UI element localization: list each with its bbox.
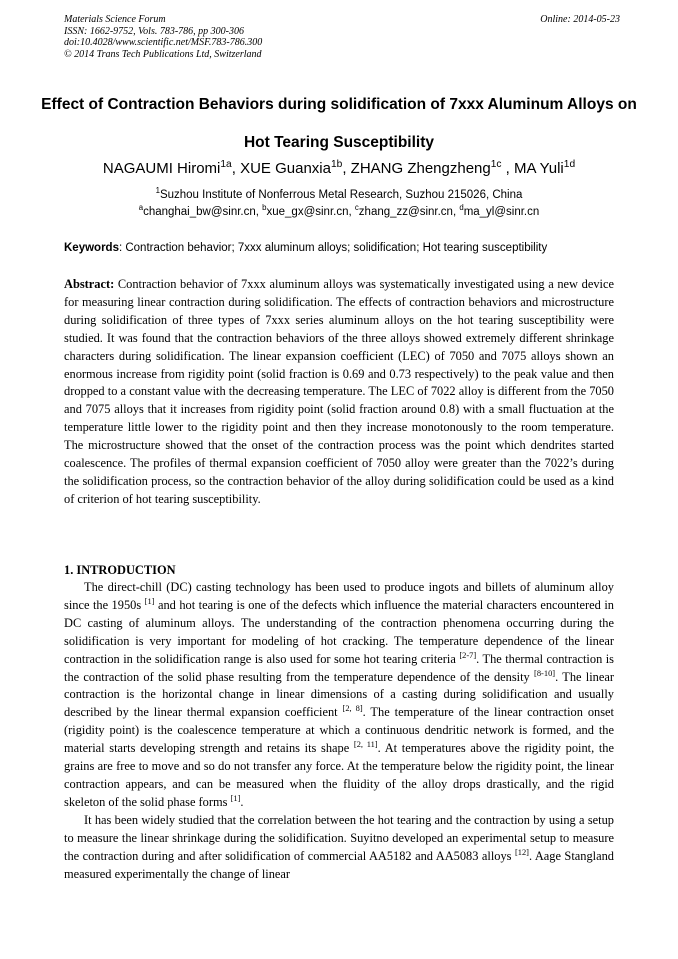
paragraph-text: . (240, 794, 244, 809)
abstract (64, 276, 614, 509)
copyright-line: © 2014 Trans Tech Publications Ltd, Switzerland (64, 48, 262, 60)
paragraph-text: . The temperature of the linear contraction onset (rigidity point) is the coalescence temperature at which a continuous dendritic network is formed, and the material starts developing strength and retains its shape (64, 705, 614, 756)
paragraph-text: . The linear contraction is the horizontal change in linear dimensions of a casting during solidification and usually described by the linear thermal expansion coefficient (64, 669, 614, 720)
introduction-body (64, 579, 614, 883)
author-name: XUE Guanxia (240, 160, 331, 177)
keywords-label: Keywords (64, 242, 119, 254)
citation-ref: [2-7] (459, 649, 477, 660)
paragraph-text: and hot tearing is one of the defects which influence the material characters encountered in DC casting of aluminum alloys. The understanding of the contraction phenomena occurring during the solidification is very important for modeling of hot cracking. The temperature dependence of the linear contraction in the solidification range is also used for some hot tearing criteria (64, 597, 614, 666)
citation-ref: [2, 11] (353, 739, 378, 750)
citation-ref: [8-10] (534, 667, 556, 678)
author-sup: 1c (490, 159, 502, 170)
email-sup: b (262, 203, 267, 213)
keywords (64, 241, 620, 256)
intro-paragraph (64, 579, 614, 812)
paragraph-text: . The thermal contraction is the contraction of the solid phase resulting from the temperature dependence of the density (64, 651, 614, 684)
affiliation-text: Suzhou Institute of Nonferrous Metal Research, Suzhou 215026, China (159, 189, 523, 201)
author-name: MA Yuli (514, 160, 564, 177)
email-address: ma_yl@sinr.cn (463, 206, 540, 218)
doi-line: doi:10.4028/www.scientific.net/MSF.783-786.300 (64, 37, 263, 48)
email-sup: d (459, 203, 464, 213)
affiliation-sup: 1 (155, 186, 160, 196)
paragraph-text: The direct-chill (DC) casting technology has been used to produce ingots and billets of aluminum alloy since the 1950s (64, 580, 614, 612)
paragraph-text: . Aage Stangland measured experimentally the change of linear (64, 848, 614, 881)
author-sup: 1b (330, 159, 343, 170)
email-sup: c (354, 203, 359, 213)
affiliation-line (40, 187, 638, 204)
issn-line: ISSN: 1662-9752, Vols. 783-786, pp 300-306 (64, 25, 244, 37)
author-name: ZHANG Zhengzheng (350, 160, 491, 177)
journal-header (64, 14, 620, 60)
abstract-text: Contraction behavior of 7xxx aluminum alloys was systematically investigated using a new device for measuring linear contraction during solidification. The effects of contraction behaviors and microstructure during solidification of three types of 7xxx series aluminum alloys on the hot tearing susceptibility were studied. It was found that the contraction behaviors of the three alloys showed extremely different shrinkage characters during solidification. The linear expansion coefficient (LEC) of 7050 and 7075 alloys shown an enormous increase from rigidity point (solid fraction is 0.69 and 0.73 respectively) to the peak value and then dropped to a constant value with the decreasing temperature. The LEC of 7022 alloy is different from the 7050 and 7075 alloys that it increases from rigidity point (solid fraction around 0.8) with a small fluctuation at the temperature little lower to the rigidity point and then they increase monotonously to the room temperature. The microstructure showed that the onset of the contraction process was the point which dendrites started coalescence. The profiles of thermal expansion coefficient of 7050 alloy were greater than the 7022’s during the solidification process, so the contraction behavior of the alloy during solidification could be used as a kind of criterion of hot tearing susceptibility. (64, 277, 614, 506)
author-name: NAGAUMI Hiromi (102, 160, 221, 177)
citation-ref: [1] (230, 792, 241, 803)
affiliation-block (40, 187, 638, 221)
author-list (40, 158, 638, 180)
email-address: xue_gx@sinr.cn (266, 206, 349, 218)
citation-ref: [12] (514, 846, 529, 857)
paragraph-text: . At temperatures above the rigidity point, the grains are free to move and so do not transfer any force. At the temperature below the rigidity point, the linear contraction appears, and can be measured when the fluidity of the alloy drops drastically, and the rigid skeleton of the solid phase forms (64, 741, 615, 809)
email-line: $^a$changhai_bw@sinr.cn, $^b$xue_gx@sinr.cn, $^c$zhang_zz@sinr.cn, $^d$ma_yl@sinr.cn (138, 203, 540, 218)
author-separator: , (342, 160, 351, 177)
author-separator: , (231, 160, 241, 177)
email-sup: a (138, 203, 144, 213)
keywords-text: : Contraction behavior; 7xxx aluminum alloys; solidification; Hot tearing susceptibility (118, 242, 548, 254)
email-address: zhang_zz@sinr.cn (358, 206, 453, 218)
abstract-label: Abstract: (64, 277, 115, 291)
paragraph-text: It has been widely studied that the correlation between the hot tearing and the contraction by using a setup to measure the linear shrinkage during the solidification. Suyitno developed an experimental setup to measure the contraction during and after solidification of commercial AA5182 and AA5083 alloys (64, 812, 614, 863)
author-separator: , (501, 160, 515, 177)
author-sup: 1d (563, 159, 576, 170)
section-heading: 1. INTRODUCTION (64, 563, 176, 577)
author-sup: 1a (220, 159, 232, 170)
journal-name: Materials Science Forum (64, 14, 166, 25)
citation-ref: [1] (144, 595, 155, 606)
citation-ref: [2, 8] (342, 703, 363, 714)
online-date: Online: 2014-05-23 (540, 14, 620, 25)
paper-title: Effect of Contraction Behaviors during solidification of 7xxx Aluminum Alloys on Hot Tearing Susceptibility (41, 96, 637, 151)
intro-paragraph (64, 812, 614, 884)
email-address: changhai_bw@sinr.cn (143, 206, 256, 218)
